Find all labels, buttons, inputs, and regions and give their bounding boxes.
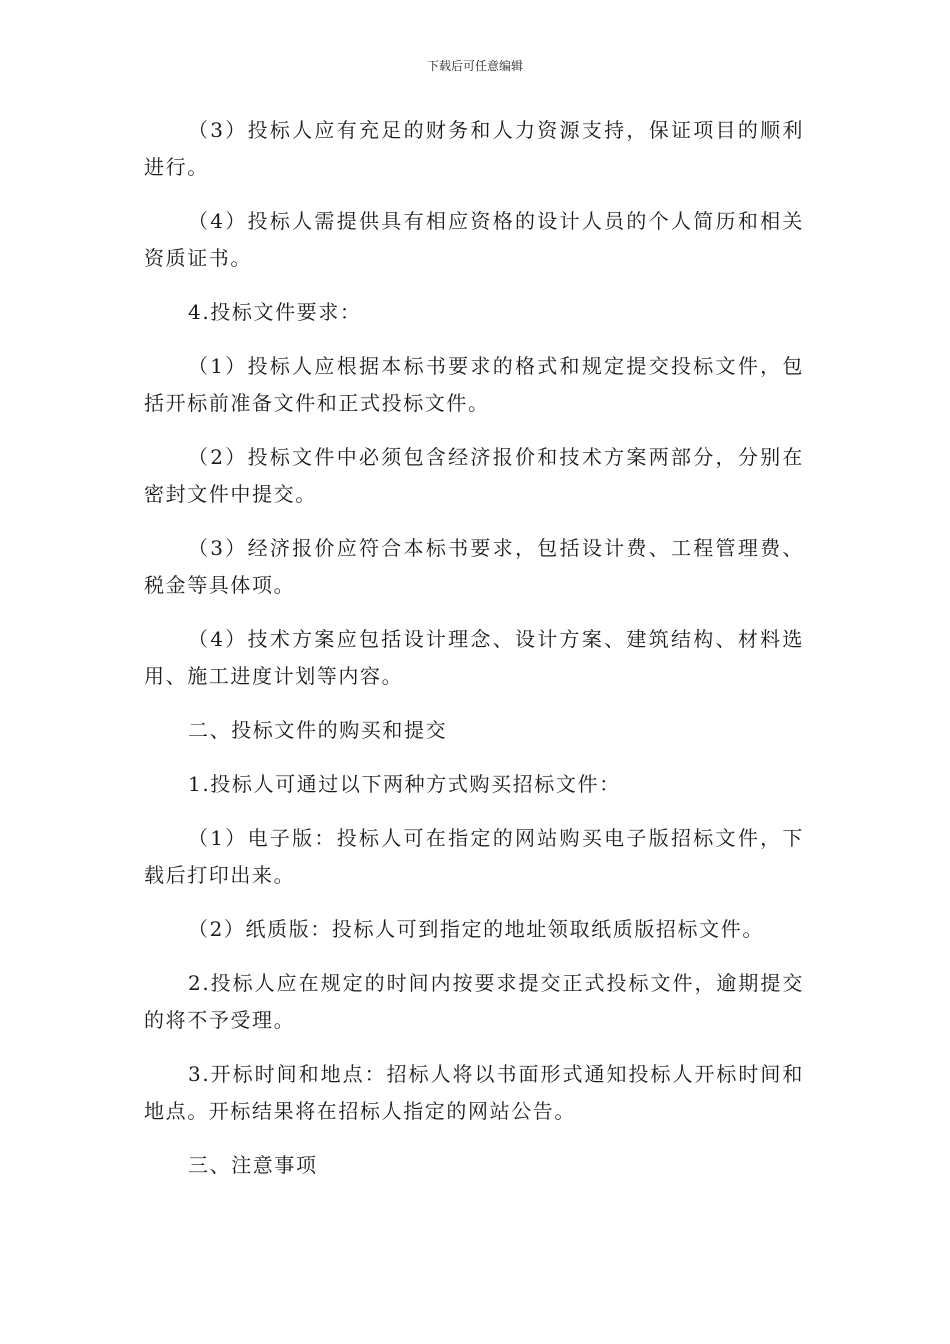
document-body [144,112,804,1201]
paragraph: （1）电子版：投标人可在指定的网站购买电子版招标文件，下载后打印出来。 [144,826,804,887]
paragraph: （1）投标人应根据本标书要求的格式和规定提交投标文件，包括开标前准备文件和正式投标文件。 [144,354,804,415]
page-header: 下载后可任意编辑 [426,59,523,73]
paragraph: （3）经济报价应符合本标书要求，包括设计费、工程管理费、税金等具体项。 [144,536,804,597]
section-heading: 二、投标文件的购买和提交 [188,718,448,742]
paragraph: （3）投标人应有充足的财务和人力资源支持，保证项目的顺利进行。 [144,118,804,179]
paragraph: 2.投标人应在规定的时间内按要求提交正式投标文件，逾期提交的将不予受理。 [144,971,804,1032]
paragraph: （4）技术方案应包括设计理念、设计方案、建筑结构、材料选用、施工进度计划等内容。 [144,627,804,688]
section-heading: 4.投标文件要求： [188,300,362,324]
section-heading: 三、注意事项 [188,1153,318,1177]
paragraph: （2）纸质版：投标人可到指定的地址领取纸质版招标文件。 [188,917,764,941]
paragraph: （2）投标文件中必须包含经济报价和技术方案两部分，分别在密封文件中提交。 [144,445,804,506]
paragraph: 1.投标人可通过以下两种方式购买招标文件： [188,772,621,796]
paragraph: 3.开标时间和地点：招标人将以书面形式通知投标人开标时间和地点。开标结果将在招标人指定的网站公告。 [144,1062,804,1123]
paragraph: （4）投标人需提供具有相应资格的设计人员的个人简历和相关资质证书。 [144,209,804,270]
